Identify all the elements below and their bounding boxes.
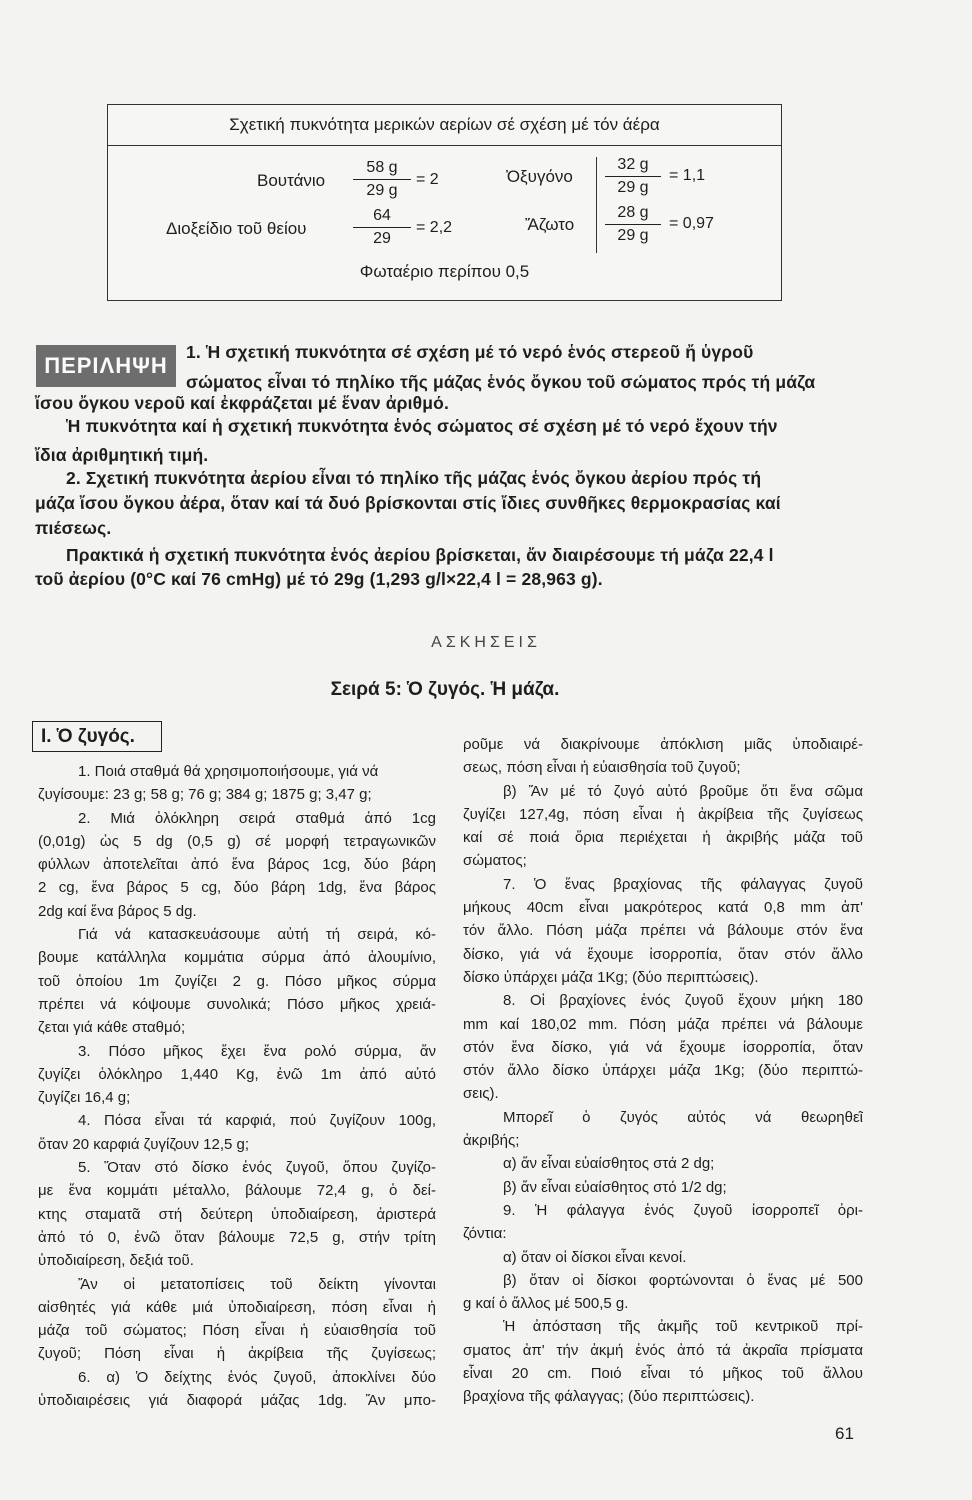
text-line: καί σέ ποιά ὅρια περιέχεται ἡ ἀκριβής μάζα τοῦ: [463, 829, 863, 847]
gas-name: Ὀξυγόνο: [506, 167, 573, 186]
text-line: ζυγίσουμε: 23 g; 58 g; 76 g; 384 g; 1875 g; 3,47 g;: [38, 786, 372, 804]
text-line: ὑποδιαίρεση, δεξιά τοῦ.: [38, 1252, 194, 1270]
exercises-heading: ΑΣΚΗΣΕΙΣ: [431, 634, 541, 651]
text-line: αἰσθητές γιά κάθε μιά ὑποδιαίρεση, πόση εἶναι ἡ: [38, 1298, 436, 1316]
text-line: α) ἄν εἶναι εὐαίσθητος στά 2 dg;: [503, 1155, 715, 1173]
density-result: = 2: [416, 171, 439, 188]
text-line: 2dg καί ἕνα βάρος 5 dg.: [38, 902, 197, 920]
text-line: κτης σταματᾶ στή δεύτερη ὑποδιαίρεση, ἀριστερά: [38, 1205, 436, 1223]
text-line: βραχίονα τῆς φάλαγγας; (δύο περιπτώσεις).: [463, 1388, 755, 1406]
text-line: (0,01g) ὡς 5 dg (0,5 g) σέ μορφή τετραγωνικῶν: [38, 832, 436, 850]
text-line: ζόντια:: [463, 1225, 507, 1243]
text-line: β) ἄν εἶναι εὐαίσθητος στό 1/2 dg;: [503, 1178, 727, 1196]
text-line: φύλλων ἀποτελεῖται ἀπό ἕνα βάρος 1cg, δύο βάρη: [38, 856, 436, 874]
text-line: με ἕνα κομμάτι μέταλλο, βάλουμε 72,4 g, ὁ δεί-: [38, 1182, 436, 1200]
text-line: δίσκο, γιά νά ἔχουμε ἰσορροπία, ὅταν στόν ἄλλο: [463, 945, 863, 963]
text-line: 2. Μιά ὁλόκληρη σειρά σταθμά ἀπό 1cg: [78, 809, 436, 827]
gas-name: Διοξείδιο τοῦ θείου: [166, 219, 307, 238]
right-column: [463, 733, 863, 1409]
text-line: 1. Ποιά σταθμά θά χρησιμοποιήσουμε, γιά νά: [78, 763, 379, 780]
gas-name: Βουτάνιο: [257, 171, 326, 190]
summary-line: 2. Σχετική πυκνότητα ἀερίου εἶναι τό πηλίκο τῆς μάζας ἑνός ὄγκου ἀερίου πρός τή: [66, 468, 762, 488]
text-line: 3. Πόσο μῆκος ἔχει ἕνα ρολό σύρμα, ἄν: [78, 1042, 436, 1060]
summary-line: 1. Ἡ σχετική πυκνότητα σέ σχέση μέ τό νερό ἑνός στερεοῦ ἤ ὑγροῦ: [186, 342, 754, 362]
summary-line: ἴδια ἀριθμητική τιμή.: [35, 445, 209, 465]
density-result: = 0,97: [669, 215, 714, 232]
density-fraction: $\frac{58 g}{29 g}$: [353, 157, 411, 202]
text-line: 5. Ὅταν στό δίσκο ἑνός ζυγοῦ, ὅπου ζυγίζο-: [78, 1159, 436, 1177]
text-line: 4. Πόσα εἶναι τά καρφιά, πού ζυγίζουν 100g,: [78, 1112, 436, 1130]
summary-line: Πρακτικά ἡ σχετική πυκνότητα ἑνός ἀερίου βρίσκεται, ἄν διαιρέσουμε τή μάζα 22,4 l: [66, 545, 774, 565]
text-line: σώματος;: [463, 852, 527, 870]
text-line: εἶναι 20 cm. Ποιό εἶναι τό μῆκος τοῦ ἄλλου: [463, 1365, 863, 1383]
table-title: Σχετική πυκνότητα μερικών αερίων σέ σχέση μέ τόν άέρα: [108, 105, 781, 146]
summary-line: Ἡ πυκνότητα καί ἡ σχετική πυκνότητα ἑνός σώματος σέ σχέση μέ τό νερό ἔχουν τήν: [66, 416, 778, 436]
section-heading: Ι. Ὁ ζυγός.: [32, 721, 162, 752]
relative-density-table: [107, 104, 782, 301]
text-line: μήκους 40cm εἶναι μακρότερος κατά 0,8 mm ἀπ': [463, 899, 863, 917]
text-line: Μπορεῖ ὁ ζυγός αὐτός νά θεωρηθεῖ: [503, 1108, 863, 1126]
text-line: ὑποδιαιρέσεις γιά διαφορά μάζας 1dg. Ἄν μπο-: [38, 1392, 436, 1410]
density-fraction: $\frac{32 g}{29 g}$: [605, 154, 661, 199]
text-line: πρέπει νά κόψουμε συνολικά; Πόσο μῆκος χρειά-: [38, 995, 436, 1013]
left-column: [38, 760, 436, 1412]
text-line: Γιά νά κατασκευάσουμε αὐτή τή σειρά, κό-: [78, 926, 436, 944]
text-line: mm καί 180,02 mm. Πόση μάζα πρέπει νά βάλουμε: [463, 1015, 863, 1033]
text-line: στόν ἕνα δίσκο, γιά νά ἔχουμε ἰσορροπία, ὅταν: [463, 1038, 863, 1056]
summary-line: μάζα ἴσου ὄγκου ἀέρα, ὅταν καί τά δυό βρίσκονται στίς ἴδιες συνθῆκες θερμοκρασίας καί: [35, 493, 781, 513]
text-line: 8. Οἱ βραχίονες ἑνός ζυγοῦ ἔχουν μήκη 180: [503, 992, 863, 1010]
text-line: Ἡ ἀπόσταση τῆς ἀκμῆς τοῦ κεντρικοῦ πρί-: [503, 1318, 863, 1336]
page-number: 61: [835, 1424, 854, 1443]
text-line: 2 cg, ἕνα βάρος 5 cg, δύο βάρη 1dg, ἕνα βάρος: [38, 879, 436, 897]
text-line: μάζα τοῦ σώματος; Πόση εἶναι ἡ εὐαισθησία τοῦ: [38, 1322, 436, 1340]
text-line: ζυγίζει ὁλόκληρο 1,440 Kg, ἐνῶ 1m ἀπό αὐτό: [38, 1065, 436, 1083]
text-line: ζεται γιά κάθε σταθμό;: [38, 1019, 186, 1037]
text-line: στόν ἄλλο δίσκο ὑπάρχει μάζα 1Kg; (δύο περιπτώ-: [463, 1062, 863, 1080]
density-fraction: $\frac{64}{29}$: [353, 205, 411, 250]
text-line: ἀπό τό 0, ἐνῶ ὅταν βάλουμε 72,5 g, στήν τρίτη: [38, 1228, 436, 1246]
series-title: Σειρά 5: Ὁ ζυγός. Ἡ μάζα.: [330, 679, 560, 700]
text-line: ζυγοῦ; Πόση εἶναι ἡ ἀκρίβεια τῆς ζυγίσεως;: [38, 1345, 436, 1363]
text-line: σεως, πόση εἶναι ἡ εὐαισθησία τοῦ ζυγοῦ;: [463, 759, 741, 777]
text-line: δίσκο ὑπάρχει μάζα 1Kg; (δύο περιπτώσεις).: [463, 968, 759, 986]
lighting-gas-note: Φωταέριο περίπου 0,5: [359, 262, 530, 281]
density-result: = 2,2: [416, 219, 453, 236]
density-fraction: $\frac{28 g}{29 g}$: [605, 202, 661, 247]
summary-badge: ΠΕΡΙΛΗΨΗ: [36, 345, 176, 387]
text-line: α) ὅταν οἱ δίσκοι εἶναι κενοί.: [503, 1248, 687, 1266]
text-line: ἀκριβής;: [463, 1132, 520, 1150]
text-line: 6. α) Ὁ δείχτης ἑνός ζυγοῦ, ἀποκλίνει δύο: [78, 1368, 436, 1386]
summary-line: τοῦ ἀερίου (0°C καί 76 cmHg) μέ τό 29g (1,293 g/l×22,4 l = 28,963 g).: [35, 569, 603, 589]
text-line: τόν ἄλλο. Πόση μάζα πρέπει νά βάλουμε στόν ἕνα: [463, 922, 863, 940]
text-line: σεις).: [463, 1085, 499, 1103]
text-line: ροῦμε νά διακρίνουμε ἀπόκλιση μιᾶς ὑποδιαιρέ-: [463, 736, 863, 753]
text-line: g καί ὁ ἄλλος μέ 500,5 g.: [463, 1295, 629, 1313]
summary-line: πιέσεως.: [35, 518, 112, 538]
text-line: 7. Ὁ ἕνας βραχίονας τῆς φάλαγγας ζυγοῦ: [503, 875, 863, 893]
text-line: ὅταν 20 καρφιά ζυγίζουν 12,5 g;: [38, 1135, 250, 1153]
text-line: σματος ἀπ' τήν ἀκμή ἑνός ἀπό τά ἀκραῖα πρίσματα: [463, 1341, 863, 1359]
text-line: βουμε κατάλληλα κομμάτια σύρμα ἀπό ἀλουμίνιο,: [38, 949, 436, 967]
text-line: ζυγίζει 16,4 g;: [38, 1089, 131, 1107]
text-line: β) ὅταν οἱ δίσκοι φορτώνονται ὁ ἕνας μέ 500: [503, 1271, 863, 1289]
text-line: Ἄν οἱ μετατοπίσεις τοῦ δείκτη γίνονται: [78, 1275, 436, 1293]
text-line: β) Ἄν μέ τό ζυγό αὐτό βροῦμε ὅτι ἕνα σῶμα: [503, 782, 863, 800]
gas-name: Ἄζωτο: [525, 215, 575, 234]
text-line: τοῦ ὁποίου 1m ζυγίζει 2 g. Πόσο μῆκος σύρμα: [38, 972, 436, 990]
summary-line: σώματος εἶναι τό πηλίκο τῆς μάζας ἑνός ὄγκου τοῦ σώματος πρός τή μάζα: [186, 372, 816, 392]
density-result: = 1,1: [669, 167, 706, 184]
text-line: ζυγίζει 127,4g, πόση εἶναι ἡ ἀκρίβεια τῆς ζυγίσεως: [463, 805, 863, 823]
text-line: 9. Ἡ φάλαγγα ἑνός ζυγοῦ ἰσορροπεῖ ὁρι-: [503, 1201, 863, 1219]
summary-line: ἴσου ὄγκου νεροῦ καί ἐκφράζεται μέ ἕναν ἀριθμό.: [35, 393, 449, 413]
